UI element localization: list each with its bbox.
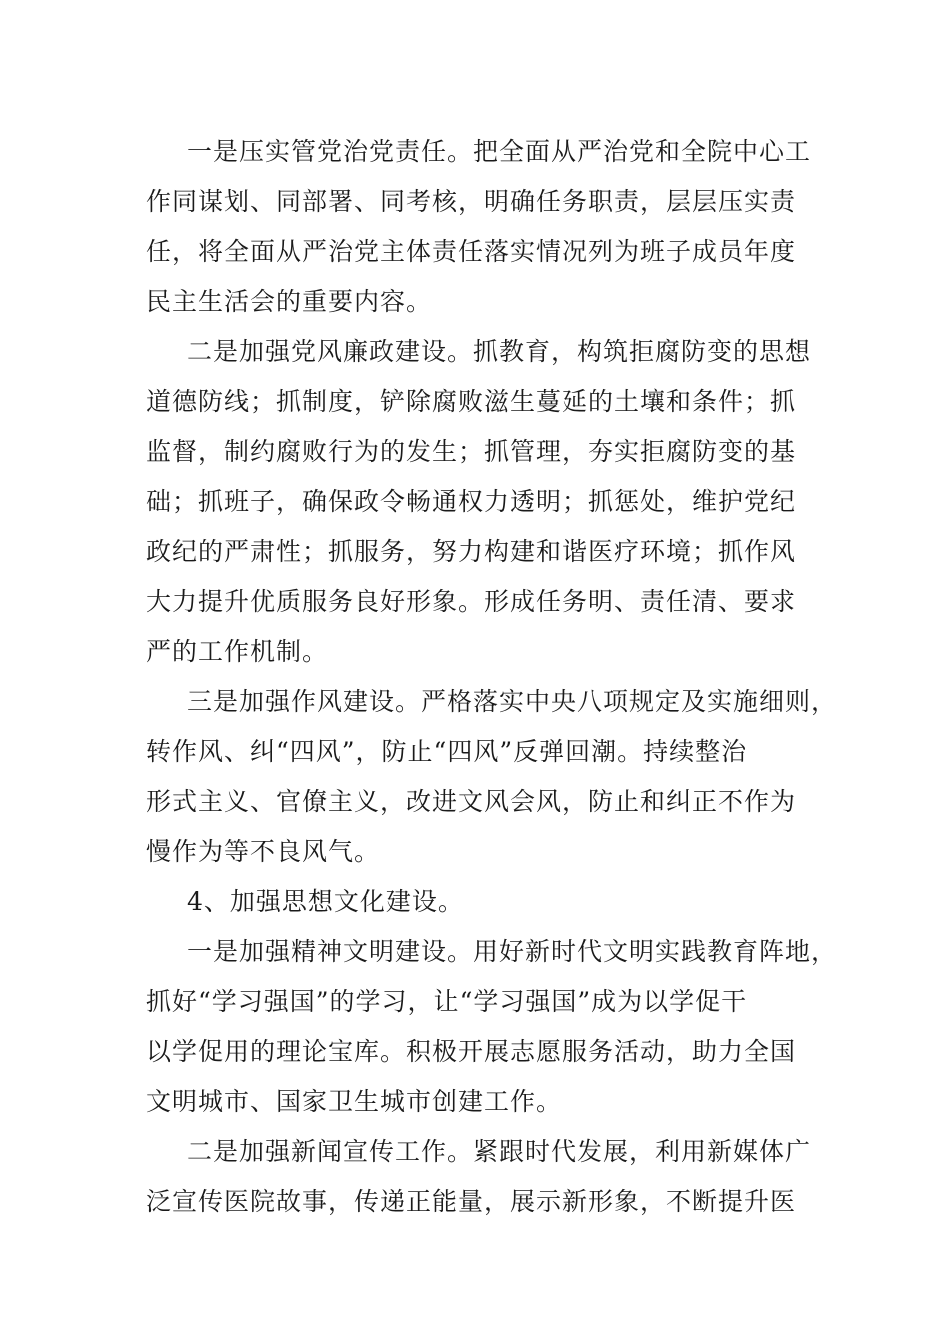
paragraph-3-line-4: 慢作为等不良风气。 [146,837,381,866]
paragraph-3-line-2: 转作风、纠“四风”，防止“四风”反弹回潮。持续整治 [146,737,748,766]
paragraph-3-line-1: 三是加强作风建设。严格落实中央八项规定及实施细则， [187,687,838,716]
paragraph-2-line-6: 大力提升优质服务良好形象。形成任务明、责任清、要求 [146,587,797,616]
paragraph-4-line-2: 抓好“学习强国”的学习，让“学习强国”成为以学促干 [146,987,748,1016]
paragraph-4-line-1: 一是加强精神文明建设。用好新时代文明实践教育阵地， [187,937,838,966]
paragraph-2-line-1: 二是加强党风廉政建设。抓教育，构筑拒腐防变的思想 [187,337,812,366]
paragraph-1-line-4: 民主生活会的重要内容。 [146,287,433,316]
paragraph-4-line-4: 文明城市、国家卫生城市创建工作。 [146,1087,563,1116]
paragraph-2-line-2: 道德防线；抓制度，铲除腐败滋生蔓延的土壤和条件；抓 [146,387,797,416]
paragraph-3-line-3: 形式主义、官僚主义，改进文风会风，防止和纠正不作为 [146,787,797,816]
paragraph-1-line-3: 任，将全面从严治党主体责任落实情况列为班子成员年度 [146,237,797,266]
section-heading: 4、加强思想文化建设。 [187,887,464,916]
paragraph-2-line-5: 政纪的严肃性；抓服务，努力构建和谐医疗环境；抓作风 [146,537,797,566]
paragraph-2-line-7: 严的工作机制。 [146,637,329,666]
paragraph-5-line-1: 二是加强新闻宣传工作。紧跟时代发展，利用新媒体广 [187,1137,812,1166]
paragraph-1-line-2: 作同谋划、同部署、同考核，明确任务职责，层层压实责 [146,187,797,216]
paragraph-4-line-3: 以学促用的理论宝库。积极开展志愿服务活动，助力全国 [146,1037,797,1066]
paragraph-2-line-4: 础；抓班子，确保政令畅通权力透明；抓惩处，维护党纪 [146,487,797,516]
paragraph-1-line-1: 一是压实管党治党责任。把全面从严治党和全院中心工 [187,137,812,166]
paragraph-2-line-3: 监督，制约腐败行为的发生；抓管理，夯实拒腐防变的基 [146,437,797,466]
paragraph-5-line-2: 泛宣传医院故事，传递正能量，展示新形象，不断提升医 [146,1187,797,1216]
